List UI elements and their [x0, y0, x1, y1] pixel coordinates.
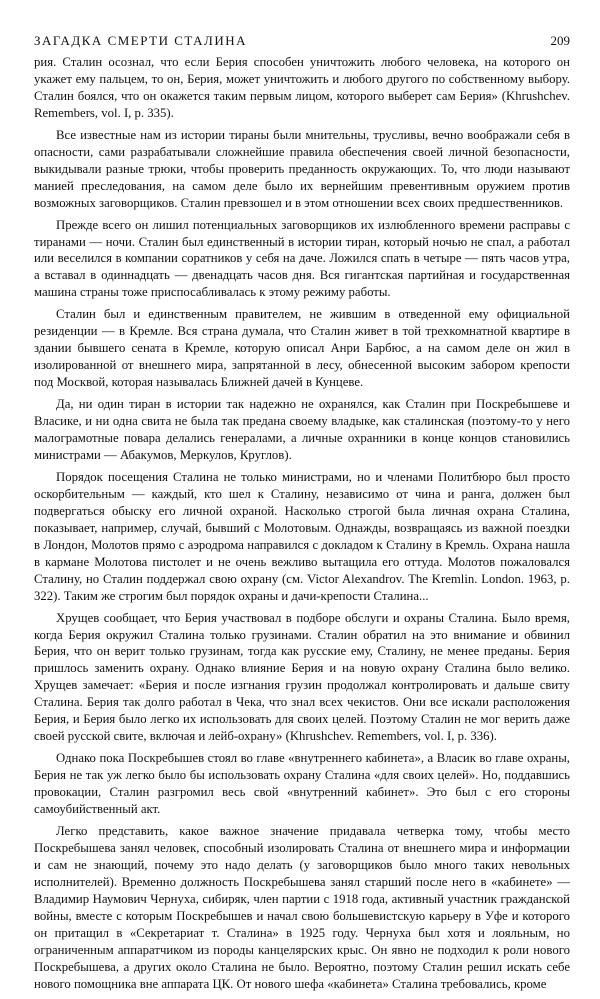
paragraph: Все известные нам из истории тираны были мнительны, трусливы, вечно воображали себя в опасности, сами разрабатывали сложнейшие правила обеспечения своей личной безопасности, выкидывали разные трюки, чтобы проверить преданность окружающих. То, что люди называют манией преследования, на самом деле было их вернейшим превентивным оружием против возможных заговорщиков. Сталин превзошел и в этом отношении всех своих предшественников.	[34, 127, 570, 210]
page-number: 209	[550, 33, 570, 48]
running-head	[34, 33, 570, 49]
paragraph: Прежде всего он лишил потенциальных заговорщиков их излюбленного времени расправы с тиранами — ночи. Сталин был единственный в истории тиран, который ночью не спал, а работал или веселился в компании соратников у себя на даче. Ложился спать в четыре — пять часов утра, а вставал в одиннадцать — двенадцать часов дня. Вся гигантская партийная и государственная машина страны тоже приспосабливалась к этому режиму работы.	[34, 217, 570, 300]
paragraph: Легко представить, какое важное значение придавала четверка тому, чтобы место Поскребышева занял человек, способный изолировать Сталина от внешнего мира и информации и сам не знающий, почему это надо делать (у заговорщиков было много таких невольных исполнителей). Временно должность Поскребышева занял старший после него в «кабинете» — Владимир Наумович Чернуха, сибиряк, член партии с 1918 года, активный участник гражданской войны, вместе с которым Поскребышев и начал свою большевистскую карьеру в Уфе и которого он притащил в «Секретариат т. Сталина» в 1925 году. Чернуха был хотя и лояльным, но ограниченным аппаратчиком из породы канцелярских крыс. Он явно не подходил к роли нового Поскребышева, а других около Сталина не было. Вероятно, поэтому Сталин решил искать себе нового помощника вне аппарата ЦК. От нового шефа «кабинета» Сталина требовались, кроме	[34, 823, 570, 991]
paragraph: Сталин был и единственным правителем, не жившим в отведенной ему официальной резиденции — в Кремле. Вся страна думала, что Сталин живет в той трехкомнатной квартире в здании бывшего сената в Кремле, которую описал Анри Барбюс, а на самом деле он жил в изолированной от внешнего мира, запрятанной в лесу, обнесенной высоким забором крепости под Москвой, которая называлась Ближней дачей в Кунцеве.	[34, 307, 570, 390]
paragraph-continued: рия. Сталин осознал, что если Берия способен уничтожить любого человека, на которого он укажет ему пальцем, то он, Берия, может уничтожить и любого другого по собственному выбору. Сталин боялся, что он окажется таким первым лицом, которого выберет сам Берия» (Khrushchev. Remembers, vol. I, p. 335).	[34, 55, 570, 120]
running-title: ЗАГАДКА СМЕРТИ СТАЛИНА	[34, 33, 248, 48]
body-text	[34, 54, 570, 993]
paragraph: Однако пока Поскребышев стоял во главе «внутреннего кабинета», а Власик во главе охраны, Берия не так уж легко было бы использовать охрану Сталина «для своих целей». Но, поддавшись провокации, Сталин разгромил весь свой «внутренний кабинет». Это был с его стороны самоубийственный акт.	[34, 751, 570, 817]
paragraph: Порядок посещения Сталина не только министрами, но и членами Политбюро был просто оскорбительным — каждый, кто шел к Сталину, независимо от чина и ранга, должен был подвергаться обыску его личной охраной. Насколько строгой была личная охрана Сталина, показывает, например, случай, бывший с Молотовым. Однажды, возвращаясь из важной поездки в Лондон, Молотов прямо с аэродрома направился с докладом к Сталину в Кремль. Охрана нашла в кармане Молотова пистолет и не очень вежливо вытащила его оттуда. Молотов пожаловался Сталину, но Сталин поддержал свою охрану (см. Victor Alexandrov. The Kremlin. London. 1963, p. 322). Таким же строгим был порядок охраны и дачи-крепости Сталина...	[34, 469, 570, 603]
paragraph: Хрущев сообщает, что Берия участвовал в подборе обслуги и охраны Сталина. Было время, когда Берия окружил Сталина только грузинами. Сталин обратил на это внимание и обвинил Берия, что он верит только грузинам, тогда как русские ему, Сталину, не менее преданы. Берия пришлось заменить охрану. Однако влияние Берия и на новую охрану Сталина было велико. Хрущев замечает: «Берия и после изгнания грузин продолжал контролировать и дальше свиту Сталина. Берия так долго работал в Чека, что знал всех чекистов. Они все искали расположения Берия, и Берия было легко их использовать для своих целей. Поэтому Сталин не мог верить даже своей русской свите, включая и лейб-охрану» (Khrushchev. Remembers, vol. I, p. 336).	[34, 610, 570, 744]
paragraph: Да, ни один тиран в истории так надежно не охранялся, как Сталин при Поскребышеве и Власике, и ни одна свита не была так предана своему владыке, как сталинская (поэтому-то у него малограмотные повара делались генералами, а личные охранники в конце концов становились министрами — Абакумов, Меркулов, Круглов).	[34, 397, 570, 462]
